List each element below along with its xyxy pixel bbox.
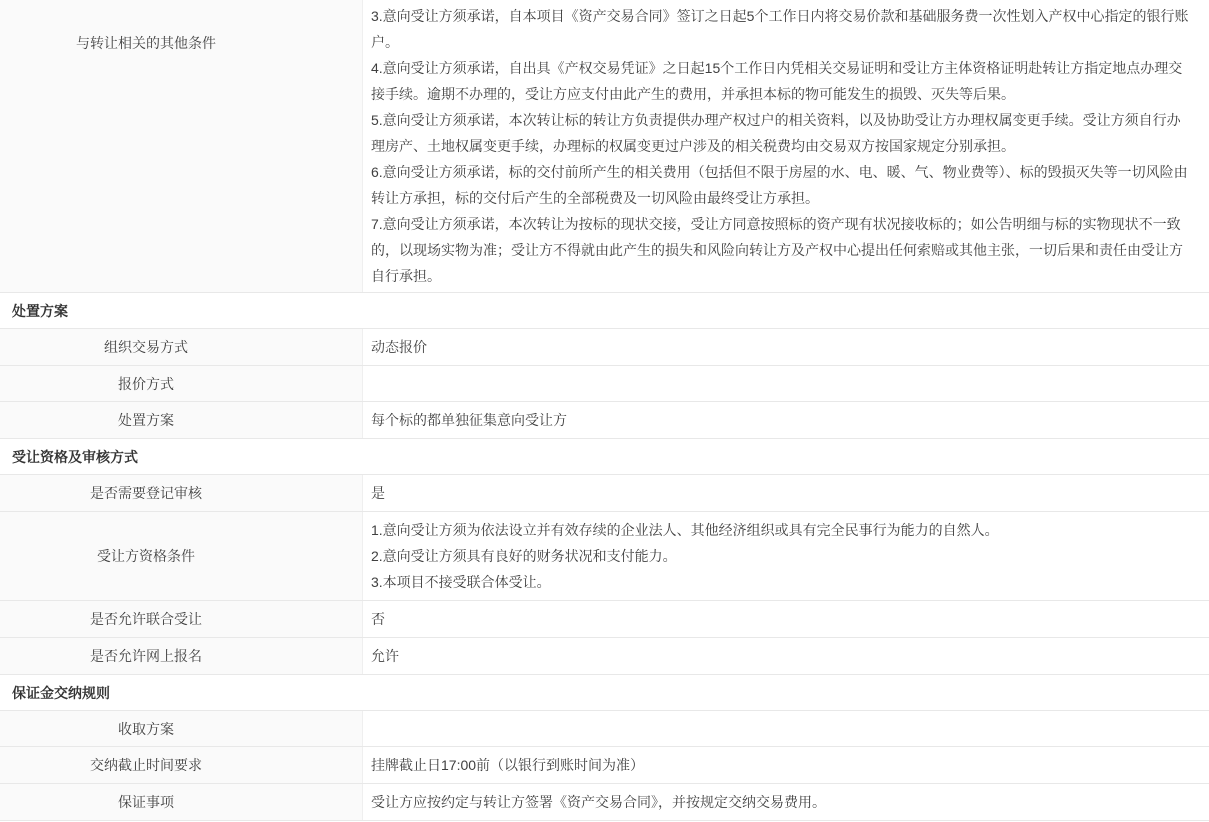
value-line: 允许 (371, 648, 399, 664)
field-value (363, 638, 1209, 674)
value-line: 3.本项目不接受联合体受让。 (371, 574, 551, 590)
value-line: 动态报价 (371, 339, 427, 355)
field-value (363, 784, 1209, 820)
field-value (363, 366, 1209, 401)
other-conditions-value (363, 0, 1209, 292)
table-row (0, 512, 1209, 601)
field-value (363, 747, 1209, 783)
table-row (0, 747, 1209, 784)
field-label: 处置方案 (0, 402, 363, 438)
field-value (363, 329, 1209, 365)
value-line: 否 (371, 611, 385, 627)
field-label: 组织交易方式 (0, 329, 363, 365)
field-label: 保证事项 (0, 784, 363, 820)
field-label: 收取方案 (0, 711, 363, 746)
table-row (0, 711, 1209, 747)
value-line: 受让方应按约定与转让方签署《资产交易合同》，并按规定交纳交易费用。 (371, 794, 826, 810)
section-header: 保证金交纳规则 (0, 675, 1209, 711)
table-row (0, 329, 1209, 366)
table-row (0, 475, 1209, 512)
field-value (363, 601, 1209, 637)
table-row (0, 784, 1209, 821)
condition-paragraph: 4.意向受让方须承诺，自出具《产权交易凭证》之日起15个工作日内凭相关交易证明和受让方主体资格证明赴转让方指定地点办理交接手续。逾期不办理的，受让方应支付由此产生的费用，并承担本标的物可能发生的损毁、灭失等后果。 (371, 60, 1183, 102)
field-value (363, 711, 1209, 746)
sections-container (0, 293, 1209, 821)
value-line: 每个标的都单独征集意向受让方 (371, 412, 567, 428)
field-value (363, 512, 1209, 600)
condition-paragraph: 6.意向受让方须承诺，标的交付前所产生的相关费用（包括但不限于房屋的水、电、暖、气、物业费等）、标的毁损灭失等一切风险由转让方承担，标的交付后产生的全部税费及一切风险由最终受让方承担。 (371, 164, 1188, 206)
condition-paragraph: 5.意向受让方须承诺，本次转让标的转让方负责提供办理产权过户的相关资料，以及协助受让方办理权属变更手续。受让方须自行办理房产、土地权属变更手续，办理标的权属变更过户涉及的相关税费均由交易双方按国家规定分别承担。 (371, 112, 1181, 154)
value-line: 挂牌截止日17:00前（以银行到账时间为准） (371, 757, 645, 773)
section-header: 处置方案 (0, 293, 1209, 329)
section-header: 受让资格及审核方式 (0, 439, 1209, 475)
field-label: 交纳截止时间要求 (0, 747, 363, 783)
condition-paragraph: 7.意向受让方须承诺，本次转让为按标的现状交接，受让方同意按照标的资产现有状况接收标的；如公告明细与标的实物现状不一致的，以现场实物为准；受让方不得就由此产生的损失和风险向转让方及产权中心提出任何索赔或其他主张，一切后果和责任由受让方自行承担。 (371, 216, 1183, 284)
field-label: 是否需要登记审核 (0, 475, 363, 511)
field-label: 是否允许联合受让 (0, 601, 363, 637)
field-label: 报价方式 (0, 366, 363, 401)
value-line: 2.意向受让方须具有良好的财务状况和支付能力。 (371, 548, 677, 564)
value-line: 1.意向受让方须为依法设立并有效存续的企业法人、其他经济组织或具有完全民事行为能力的自然人。 (371, 522, 999, 538)
field-label: 是否允许网上报名 (0, 638, 363, 674)
table-row (0, 601, 1209, 638)
field-label: 受让方资格条件 (0, 512, 363, 600)
field-value (363, 475, 1209, 511)
condition-paragraph: 3.意向受让方须承诺，自本项目《资产交易合同》签订之日起5个工作日内将交易价款和基础服务费一次性划入产权中心指定的银行账户。 (371, 8, 1189, 50)
table-row (0, 366, 1209, 402)
table-row (0, 638, 1209, 675)
table-row (0, 402, 1209, 439)
field-label: 与转让相关的其他条件 (0, 0, 363, 292)
table-row-other-conditions (0, 0, 1209, 293)
field-value (363, 402, 1209, 438)
value-line: 是 (371, 485, 385, 501)
